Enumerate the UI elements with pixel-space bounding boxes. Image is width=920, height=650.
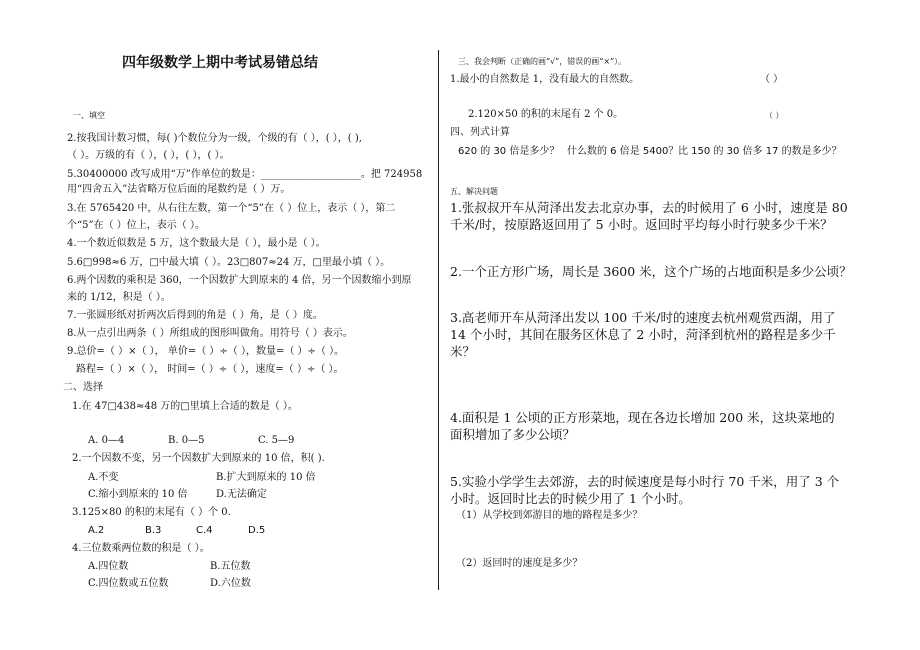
fill-q5b: 5.6□998≈6 万，□中最大填（ ）。23□807≈24 万，□里最小填（ ）。 xyxy=(67,257,391,268)
fill-q4: 4.一个数近似数是 5 万，这个数最大是（ ），最小是（ ）。 xyxy=(67,238,326,249)
problem-1-line1: 1.张叔叔开车从菏泽出发去北京办事，去的时候用了 6 小时，速度是 80 xyxy=(450,200,848,215)
problem-4-line2: 面积增加了多少公顷？ xyxy=(450,427,576,442)
choice-q3-option-b: B.3 xyxy=(145,525,162,536)
page-title: 四年级数学上期中考试易错总结 xyxy=(122,55,318,71)
judge-q2: 2.120×50 的积的末尾有 2 个 0。 xyxy=(468,109,624,120)
problem-4-line1: 4.面积是 1 公顷的正方形菜地，现在各边长增加 200 米，这块菜地的 xyxy=(450,410,835,425)
choice-q2-option-a: A.不变 xyxy=(88,472,119,483)
section-fill-in-heading: 一、填空 xyxy=(73,111,105,120)
fill-q9-line2: 路程=（ ）×（ ）， 时间=（ ）÷（ ），速度=（ ）÷（ ）。 xyxy=(76,364,344,375)
choice-q1-option-c: C. 5—9 xyxy=(258,435,295,446)
choice-q1: 1.在 47□438≈48 万的□里填上合适的数是（ ）。 xyxy=(72,401,298,412)
problem-5-line1: 5.实验小学学生去郊游，去的时候速度是每小时行 70 千米，用了 3 个 xyxy=(450,474,840,489)
judge-q1-answer: （ ） xyxy=(760,74,784,85)
fill-q6-line2: 来的 1/12，积是（ ）。 xyxy=(67,292,171,303)
problem-3-line2: 14 个小时，其间在服务区休息了 2 小时，菏泽到杭州的路程是多少千 xyxy=(450,327,836,342)
fill-q3-line2: 个“5”在（ ）位上，表示（ ）。 xyxy=(67,220,205,231)
column-divider xyxy=(438,50,439,590)
fill-q2-line2: （ ）。万级的有（ ），( ），( ），( ）。 xyxy=(67,150,230,161)
fill-q5-line1: 5.30400000 改写成用“万”作单位的数是：____________________。把 724958 xyxy=(67,169,423,180)
choice-q2: 2.一个因数不变，另一个因数扩大到原来的 10 倍，积( ). xyxy=(72,453,325,464)
fill-q9-line1: 9.总价=（ ）×（ ）， 单价=（ ）÷（ ），数量=（ ）÷（ ）。 xyxy=(67,346,345,357)
choice-q3-option-a: A.2 xyxy=(88,525,105,536)
choice-q3-option-c: C.4 xyxy=(196,525,213,536)
section-choice-heading: 二、选择 xyxy=(63,382,103,393)
problem-5-part1: （1）从学校到郊游目的地的路程是多少？ xyxy=(456,510,643,521)
choice-q2-option-c: C.缩小到原来的 10 倍 xyxy=(88,489,188,500)
calc-q2: 什么数的 6 倍是 5400？ xyxy=(567,146,679,157)
choice-q2-option-b: B.扩大到原来的 10 倍 xyxy=(216,472,316,483)
choice-q3-option-d: D.5 xyxy=(248,525,266,536)
section-calc-heading: 四、列式计算 xyxy=(450,127,510,138)
choice-q1-option-b: B. 0—5 xyxy=(168,435,205,446)
fill-q7: 7.一张圆形纸对折两次后得到的角是（ ）角，是（ ）度。 xyxy=(67,310,323,321)
choice-q4-option-c: C.四位数或五位数 xyxy=(88,578,169,589)
judge-q2-answer: （ ） xyxy=(765,111,784,120)
choice-q1-option-a: A. 0—4 xyxy=(88,435,125,446)
choice-q4: 4.三位数乘两位数的积是（ ）。 xyxy=(72,543,210,554)
choice-q4-option-b: B.五位数 xyxy=(210,561,251,572)
fill-q8: 8.从一点引出两条（ ）所组成的图形叫做角。用符号（ ）表示。 xyxy=(67,328,353,339)
problem-5-line2: 小时。返回时比去的时候少用了 1 个小时。 xyxy=(450,491,691,506)
problem-3-line1: 3.高老师开车从菏泽出发以 100 千米/时的速度去杭州观赏西湖，用了 xyxy=(450,310,836,325)
choice-q2-option-d: D.无法确定 xyxy=(216,489,267,500)
section-judge-heading: 三、我会判断（正确的画“√”，错误的画“×”）。 xyxy=(458,57,627,66)
problem-2: 2.一个正方形广场，周长是 3600 米，这个广场的占地面积是多少公顷？ xyxy=(450,264,852,279)
problem-1-line2: 千米/时，按原路返回用了 5 小时。返回时平均每小时行驶多少千米？ xyxy=(450,217,833,232)
calc-q1: 620 的 30 倍是多少？ xyxy=(458,146,560,157)
judge-q1: 1.最小的自然数是 1，没有最大的自然数。 xyxy=(450,74,640,85)
fill-q5-line2: 用“四舍五入”法省略万位后面的尾数约是（ ）万。 xyxy=(67,184,291,195)
calc-q3: 比 150 的 30 倍多 17 的数是多少？ xyxy=(678,146,842,157)
fill-q6-line1: 6.两个因数的乘积是 360，一个因数扩大到原来的 4 倍，另一个因数缩小到原 xyxy=(67,275,412,286)
section-problems-heading: 五、解决问题 xyxy=(450,187,498,196)
problem-5-part2: （2）返回时的速度是多少？ xyxy=(456,558,583,569)
problem-3-line3: 米？ xyxy=(450,344,476,359)
fill-q2-line1: 2.按我国计数习惯，每( )个数位分为一级，个级的有（ ），( ），( ), xyxy=(67,133,362,144)
choice-q3: 3.125×80 的积的末尾有（ ）个 0. xyxy=(72,507,231,518)
choice-q4-option-d: D.六位数 xyxy=(210,578,251,589)
choice-q4-option-a: A.四位数 xyxy=(88,561,129,572)
fill-q3-line1: 3.在 5765420 中，从右往左数，第一个“5”在（ ）位上，表示（ ），第二 xyxy=(67,203,396,214)
